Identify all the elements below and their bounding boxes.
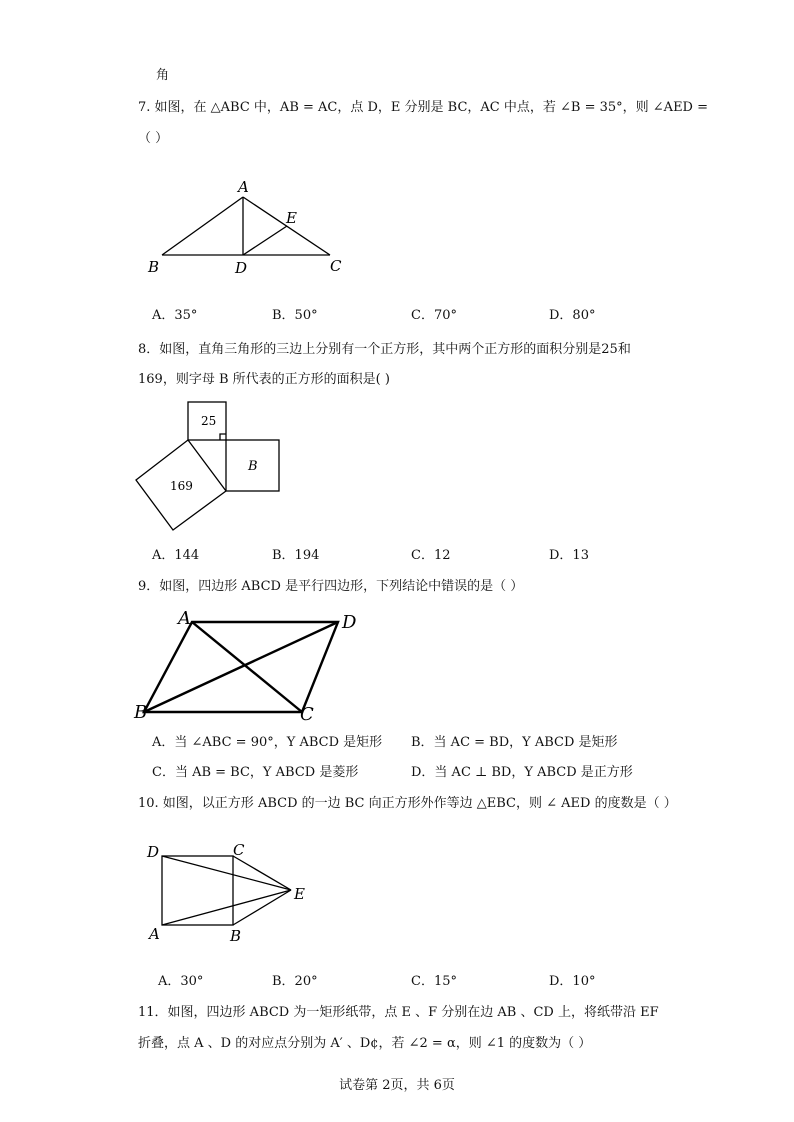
- q7-option-d[interactable]: D．80°: [549, 308, 596, 323]
- q7-label-b: B: [148, 258, 160, 276]
- q8-label-169: 169: [170, 479, 193, 493]
- q7-label-a: A: [238, 178, 249, 196]
- q8-option-c[interactable]: C．12: [411, 548, 451, 563]
- q9-option-a[interactable]: A．当 ∠ABC = 90°，Y ABCD 是矩形: [152, 735, 383, 750]
- q9-parallelogram-figure: [130, 604, 370, 726]
- q8-option-a[interactable]: A．144: [152, 548, 200, 563]
- q10-square-abcd: [162, 856, 233, 925]
- q8-option-d[interactable]: D．13: [549, 548, 589, 563]
- q9-option-c[interactable]: C．当 AB = BC，Y ABCD 是菱形: [152, 765, 359, 780]
- q7-label-e: E: [286, 209, 297, 227]
- q7-option-c[interactable]: C．70°: [411, 308, 457, 323]
- q8-label-b: B: [248, 459, 258, 474]
- q8-label-25: 25: [201, 414, 217, 428]
- q7-option-a[interactable]: A．35°: [152, 308, 198, 323]
- q10-side-ce: [233, 856, 291, 890]
- q8-option-b[interactable]: B．194: [272, 548, 320, 563]
- q10-label-e: E: [294, 885, 305, 903]
- q9-option-d[interactable]: D．当 AC ⊥ BD，Y ABCD 是正方形: [411, 765, 633, 780]
- q8-squares-figure: [130, 398, 290, 538]
- q10-label-b: B: [230, 927, 242, 945]
- q10-label-d: D: [147, 843, 160, 861]
- q9-diagonal-bd: [144, 622, 338, 712]
- q7-label-c: C: [330, 257, 342, 275]
- q7-stem-line2: （ ）: [138, 131, 169, 146]
- q7-segment-de: [243, 226, 287, 255]
- q9-label-b: B: [134, 702, 148, 723]
- q7-side-ab: [162, 197, 243, 255]
- q10-label-c: C: [233, 841, 245, 859]
- q9-label-a: A: [178, 608, 191, 629]
- q10-option-a[interactable]: A．30°: [158, 974, 204, 989]
- q10-option-b[interactable]: B．20°: [272, 974, 318, 989]
- q7-label-d: D: [235, 259, 248, 277]
- q8-right-angle-mark: [220, 434, 226, 440]
- q10-square-triangle-figure: [140, 838, 320, 948]
- q10-option-d[interactable]: D．10°: [549, 974, 596, 989]
- q10-label-a: A: [149, 925, 160, 943]
- q10-side-be: [233, 890, 291, 925]
- q7-option-b[interactable]: B．50°: [272, 308, 318, 323]
- page-footer: 试卷第 2页，共 6页: [339, 1078, 455, 1093]
- q11-stem-line1: 11．如图，四边形 ABCD 为一矩形纸带，点 E 、F 分别在边 AB 、CD 上，将纸带沿 EF: [138, 1005, 659, 1020]
- q10-segment-ae: [162, 890, 291, 925]
- q7-triangle-figure: [140, 175, 370, 285]
- q9-diagonal-ac: [192, 622, 302, 712]
- q10-option-c[interactable]: C．15°: [411, 974, 457, 989]
- q8-stem-line1: 8．如图，直角三角形的三边上分别有一个正方形，其中两个正方形的面积分别是25和: [138, 342, 631, 357]
- q9-option-b[interactable]: B．当 AC = BD，Y ABCD 是矩形: [411, 735, 618, 750]
- q8-stem-line2: 169，则字母 B 所代表的正方形的面积是( ): [138, 372, 390, 387]
- q9-label-d: D: [342, 612, 357, 633]
- q10-stem: 10. 如图，以正方形 ABCD 的一边 BC 向正方形外作等边 △EBC，则 ∠ AED 的度数是（ ）: [138, 796, 677, 811]
- q9-label-c: C: [300, 704, 314, 725]
- header-fragment: 角: [156, 68, 170, 83]
- q9-stem: 9．如图，四边形 ABCD 是平行四边形，下列结论中错误的是（ ）: [138, 579, 524, 594]
- q7-stem-line1: 7. 如图，在 △ABC 中，AB = AC，点 D，E 分别是 BC，AC 中点，若 ∠B = 35°，则 ∠AED =: [138, 100, 709, 115]
- q10-segment-de: [162, 856, 291, 890]
- q11-stem-line2: 折叠，点 A 、D 的对应点分别为 A′ 、D¢，若 ∠2 = α，则 ∠1 的度数为（ ）: [138, 1036, 592, 1051]
